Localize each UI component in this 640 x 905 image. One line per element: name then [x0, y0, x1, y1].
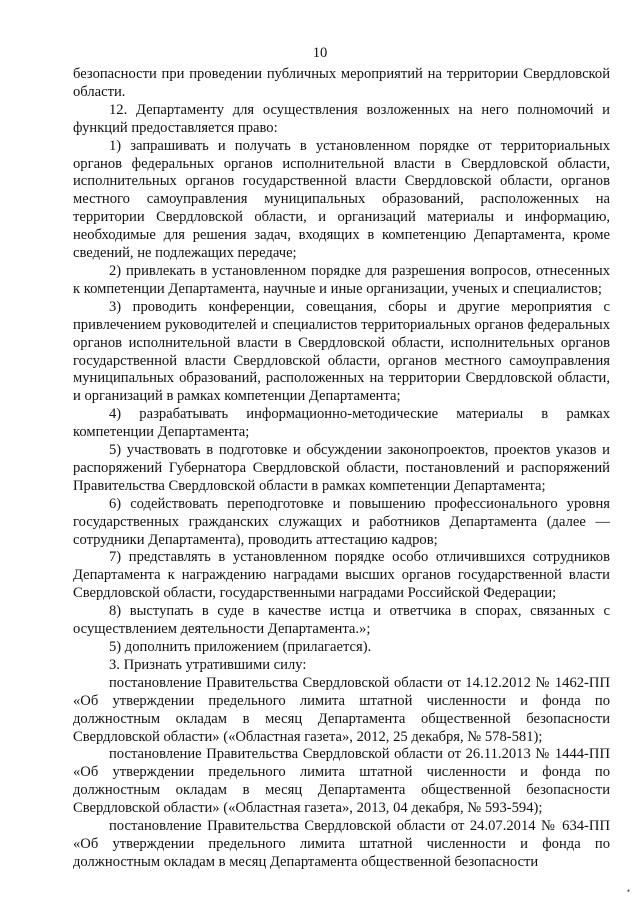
paragraph: 8) выступать в суде в качестве истца и ответчика в спорах, связанных с осуществлением деятельности Департамента.»; [73, 603, 610, 638]
paragraph: 7) представлять в установленном порядке особо отличившихся сотрудников Департамента к награждению наградами высших органов государственной власти Свердловской области, государственными наградами Российской Федерации; [73, 549, 610, 602]
paragraph: 3) проводить конференции, совещания, сборы и другие мероприятия с привлечением руководителей и специалистов территориальных органов федеральных органов исполнительной власти в Свердловской области, исполнительных органов государственной власти Свердловской области, органов местного самоуправления муниципальных образований, расположенных на территории Свердловской области, и организаций в рамках компетенции Департамента; [73, 298, 610, 405]
page-number: 10 [312, 45, 328, 61]
paragraph: 1) запрашивать и получать в установленном порядке от территориальных органов федеральных органов исполнительной власти в Свердловской области, исполнительных органов государственной власти Свердловской области, органов местного самоуправления муниципальных образований, расположенных на территории Свердловской области, и организаций материалы и информацию, необходимые для решения задач, входящих в компетенцию Департамента, кроме сведений, не подлежащих передаче; [73, 137, 610, 262]
paragraph: постановление Правительства Свердловской области от 14.12.2012 № 1462-ПП «Об утверждении предельного лимита штатной численности и фонда по должностным окладам в месяц Департамента общественной безопасности Свердловской области» («Областная газета», 2012, 25 декабря, № 578-581); [73, 674, 610, 745]
paragraph: безопасности при проведении публичных мероприятий на территории Свердловской области. [73, 66, 610, 100]
paragraph: постановление Правительства Свердловской области от 24.07.2014 № 634-ПП «Об утверждении предельного лимита штатной численности и фонда по должностным окладам в месяц Департамента общественной безопасности [73, 818, 610, 870]
paragraph: 6) содействовать переподготовке и повышению профессионального уровня государственных гражданских служащих и работников Департамента (далее — сотрудники Департамента), проводить аттестацию кадров; [73, 495, 610, 548]
paragraph: 5) дополнить приложением (прилагается). [109, 639, 372, 655]
margin-mark: • [626, 886, 630, 896]
paragraph: 3. Признать утратившими силу: [109, 656, 307, 673]
paragraph: 4) разрабатывать информационно-методические материалы в рамках компетенции Департамента; [73, 406, 610, 441]
paragraph: 2) привлекать в установленном порядке для разрешения вопросов, отнесенных к компетенции Департамента, научные и иные организации, ученых и специалистов; [73, 262, 610, 297]
paragraph: 12. Департаменту для осуществления возложенных на него полномочий и функций предоставляется право: [73, 101, 610, 136]
document-body [73, 66, 610, 870]
paragraph: 5) участвовать в подготовке и обсуждении законопроектов, проектов указов и распоряжений Губернатора Свердловской области, постановлений и распоряжений Правительства Свердловской области в рамках компетенции Департамента; [73, 442, 610, 494]
paragraph: постановление Правительства Свердловской области от 26.11.2013 № 1444-ПП «Об утверждении предельного лимита штатной численности и фонда по должностным окладам в месяц Департамента общественной безопасности Свердловской области» («Областная газета», 2013, 04 декабря, № 593-594); [73, 746, 610, 817]
